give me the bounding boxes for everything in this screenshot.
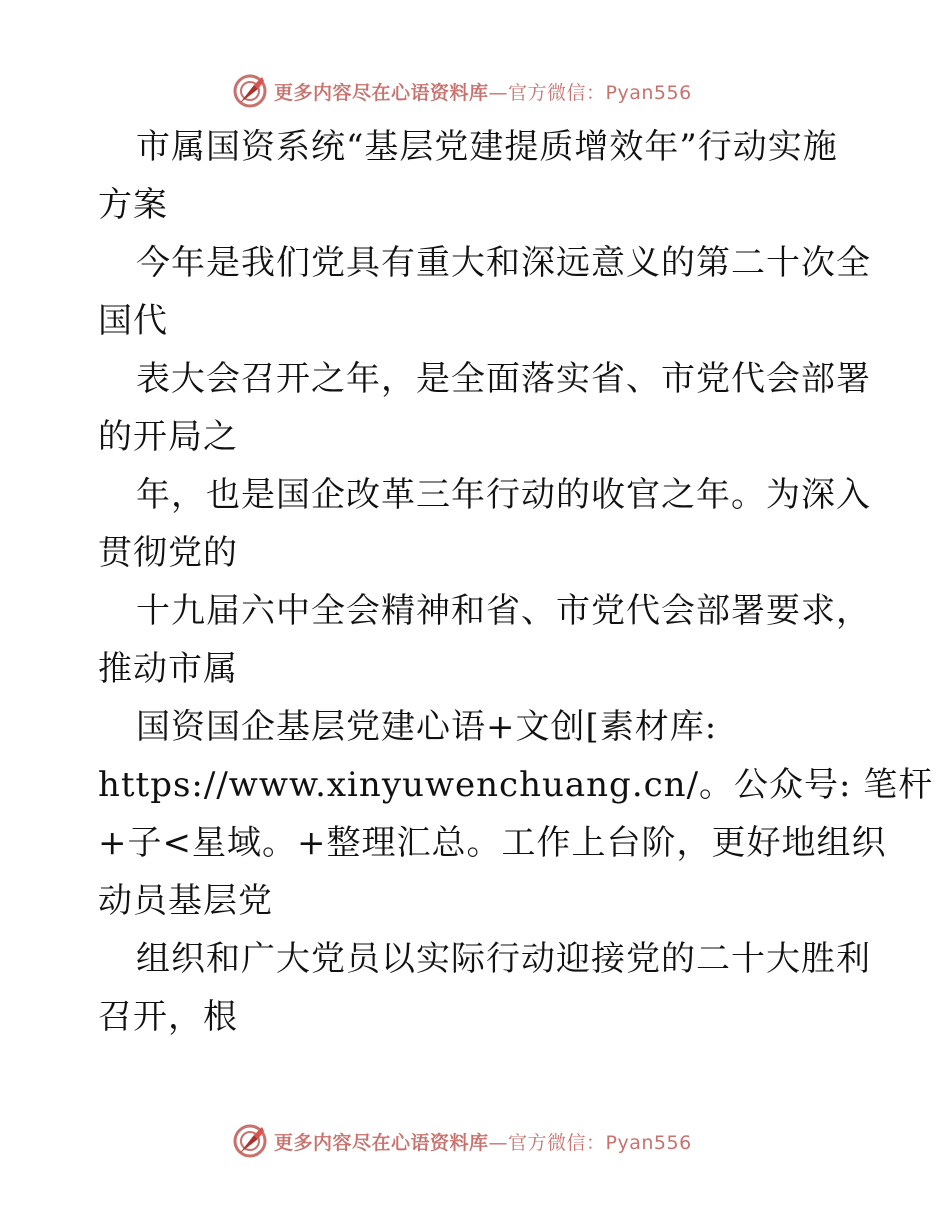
footer-dash: — [488, 1131, 509, 1154]
document-line: 市属国资系统“基层党建提质增效年”行动实施 [136, 127, 838, 167]
document-line: 召开，根 [98, 997, 238, 1037]
document-line: 表大会召开之年，是全面落实省、市党代会部署 [136, 359, 871, 399]
footer-official-label: 官方微信： [508, 1131, 606, 1154]
header-banner-text [274, 78, 692, 105]
brand-logo-icon [232, 73, 268, 109]
document-line: 十九届六中全会精神和省、市党代会部署要求， [136, 591, 871, 631]
document-body [98, 118, 934, 1046]
document-line: https://www.xinyuwenchuang.cn/。公众号: 笔杆 [98, 765, 934, 805]
header-brand-text: 更多内容尽在心语资料库 [274, 81, 489, 104]
document-line: 动员基层党 [98, 881, 273, 921]
document-line: 国代 [98, 301, 168, 341]
header-dash: — [488, 81, 509, 104]
document-line: 贯彻党的 [98, 533, 238, 573]
document-line: 组织和广大党员以实际行动迎接党的二十大胜利 [136, 939, 871, 979]
document-line: +子<星域。+整理汇总。工作上台阶，更好地组织 [98, 823, 887, 863]
header-official-label: 官方微信： [508, 81, 606, 104]
header-banner [232, 72, 692, 110]
document-line: 今年是我们党具有重大和深远意义的第二十次全 [136, 243, 871, 283]
footer-banner [232, 1122, 692, 1160]
brand-logo-icon [232, 1123, 268, 1159]
document-line: 年，也是国企改革三年行动的收官之年。为深入 [136, 475, 871, 515]
document-line: 方案 [98, 185, 168, 225]
document-line: 的开局之 [98, 417, 238, 457]
header-wechat-id: Pyan556 [605, 81, 692, 104]
footer-wechat-id: Pyan556 [605, 1131, 692, 1154]
footer-brand-text: 更多内容尽在心语资料库 [274, 1131, 489, 1154]
document-line: 推动市属 [98, 649, 238, 689]
document-line: 国资国企基层党建心语+文创[素材库: [136, 707, 718, 747]
footer-banner-text [274, 1128, 692, 1155]
